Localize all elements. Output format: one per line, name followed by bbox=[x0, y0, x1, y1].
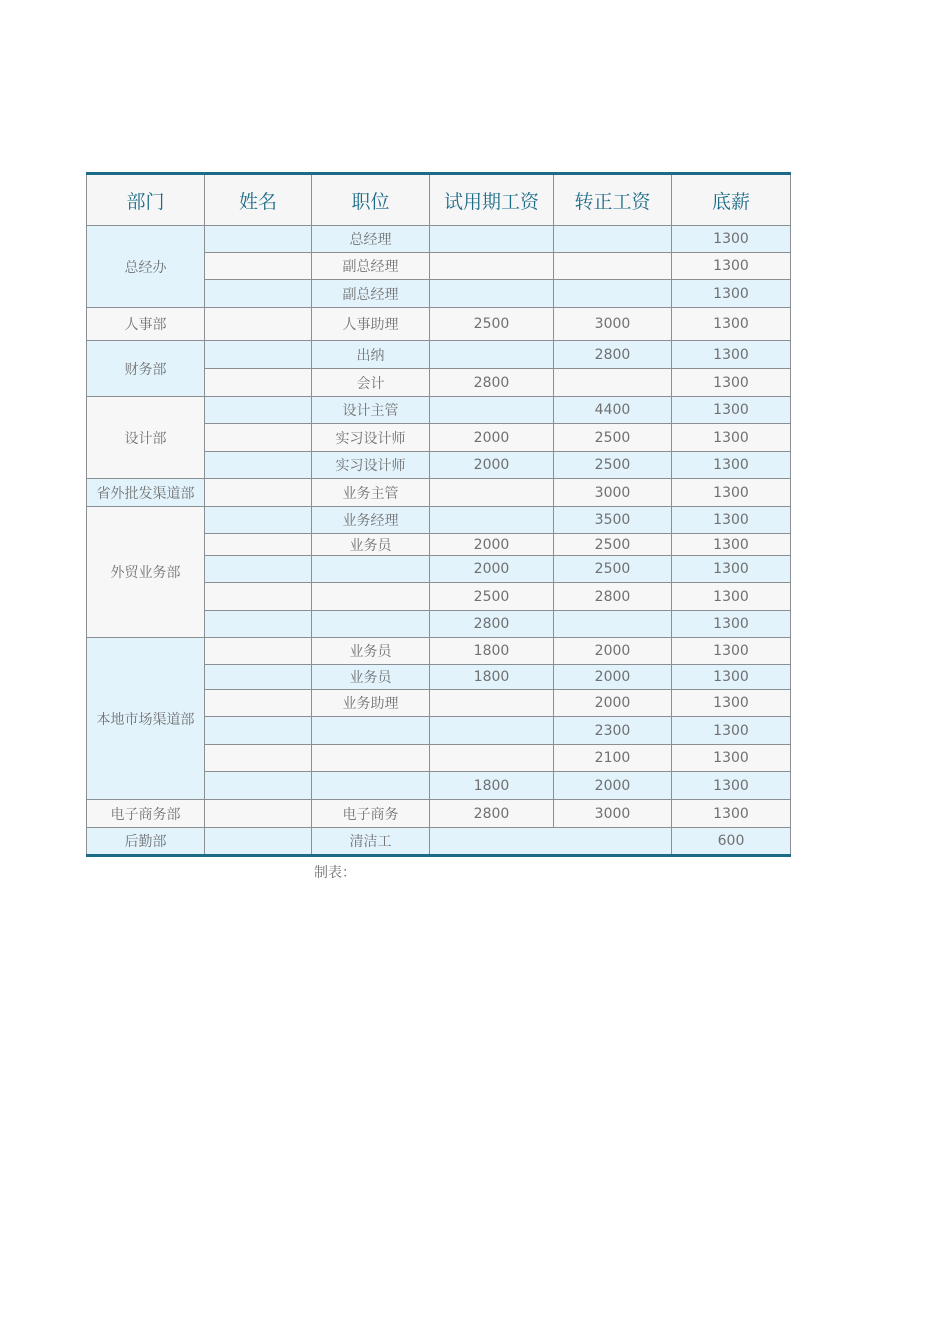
position-cell: 人事助理 bbox=[312, 308, 430, 341]
probation-salary-cell: 2000 bbox=[430, 452, 554, 479]
probation-salary-cell: 2800 bbox=[430, 369, 554, 397]
position-cell: 出纳 bbox=[312, 341, 430, 369]
probation-salary-cell bbox=[430, 717, 554, 745]
base-salary-cell: 1300 bbox=[672, 280, 791, 308]
position-cell: 业务员 bbox=[312, 665, 430, 690]
column-header-position: 职位 bbox=[312, 174, 430, 226]
regular-salary-cell: 2100 bbox=[554, 745, 672, 772]
base-salary-cell: 1300 bbox=[672, 507, 791, 534]
position-cell: 业务助理 bbox=[312, 690, 430, 717]
regular-salary-cell: 2500 bbox=[554, 556, 672, 583]
employee-name-cell bbox=[205, 452, 312, 479]
employee-name-cell bbox=[205, 800, 312, 828]
regular-salary-cell bbox=[554, 611, 672, 638]
position-cell: 业务主管 bbox=[312, 479, 430, 507]
base-salary-cell: 1300 bbox=[672, 308, 791, 341]
regular-salary-cell bbox=[554, 253, 672, 280]
position-cell: 电子商务 bbox=[312, 800, 430, 828]
regular-salary-cell: 3500 bbox=[554, 507, 672, 534]
base-salary-cell: 1300 bbox=[672, 369, 791, 397]
base-salary-cell: 1300 bbox=[672, 253, 791, 280]
regular-salary-cell: 2000 bbox=[554, 638, 672, 665]
table-row bbox=[87, 800, 791, 828]
position-cell bbox=[312, 717, 430, 745]
probation-salary-cell bbox=[430, 745, 554, 772]
employee-name-cell bbox=[205, 665, 312, 690]
employee-name-cell bbox=[205, 690, 312, 717]
employee-name-cell bbox=[205, 507, 312, 534]
employee-name-cell bbox=[205, 369, 312, 397]
base-salary-cell: 1300 bbox=[672, 690, 791, 717]
base-salary-cell: 1300 bbox=[672, 800, 791, 828]
base-salary-cell: 1300 bbox=[672, 556, 791, 583]
regular-salary-cell: 2800 bbox=[554, 341, 672, 369]
employee-name-cell bbox=[205, 556, 312, 583]
regular-salary-cell: 2300 bbox=[554, 717, 672, 745]
probation-salary-cell bbox=[430, 828, 672, 856]
position-cell: 副总经理 bbox=[312, 280, 430, 308]
base-salary-cell: 1300 bbox=[672, 397, 791, 424]
table-row bbox=[87, 507, 791, 534]
regular-salary-cell: 3000 bbox=[554, 479, 672, 507]
department-cell: 总经办 bbox=[87, 226, 205, 308]
position-cell: 清洁工 bbox=[312, 828, 430, 856]
employee-name-cell bbox=[205, 341, 312, 369]
employee-name-cell bbox=[205, 745, 312, 772]
position-cell: 总经理 bbox=[312, 226, 430, 253]
column-header-probation-salary: 试用期工资 bbox=[430, 174, 554, 226]
probation-salary-cell: 1800 bbox=[430, 772, 554, 800]
probation-salary-cell: 1800 bbox=[430, 638, 554, 665]
department-cell: 财务部 bbox=[87, 341, 205, 397]
table-row bbox=[87, 828, 791, 856]
regular-salary-cell: 2800 bbox=[554, 583, 672, 611]
position-cell: 业务经理 bbox=[312, 507, 430, 534]
base-salary-cell: 1300 bbox=[672, 479, 791, 507]
probation-salary-cell: 2000 bbox=[430, 424, 554, 452]
employee-name-cell bbox=[205, 479, 312, 507]
probation-salary-cell bbox=[430, 397, 554, 424]
department-cell: 本地市场渠道部 bbox=[87, 638, 205, 800]
department-cell: 设计部 bbox=[87, 397, 205, 479]
regular-salary-cell: 3000 bbox=[554, 308, 672, 341]
probation-salary-cell bbox=[430, 226, 554, 253]
probation-salary-cell: 2800 bbox=[430, 611, 554, 638]
position-cell: 业务员 bbox=[312, 534, 430, 556]
table-body bbox=[87, 226, 791, 856]
base-salary-cell: 1300 bbox=[672, 452, 791, 479]
regular-salary-cell: 2000 bbox=[554, 772, 672, 800]
employee-name-cell bbox=[205, 534, 312, 556]
employee-name-cell bbox=[205, 583, 312, 611]
base-salary-cell: 1300 bbox=[672, 226, 791, 253]
employee-name-cell bbox=[205, 828, 312, 856]
position-cell bbox=[312, 772, 430, 800]
header-row bbox=[87, 174, 791, 226]
base-salary-cell: 1300 bbox=[672, 745, 791, 772]
table-row bbox=[87, 341, 791, 369]
position-cell: 业务员 bbox=[312, 638, 430, 665]
position-cell bbox=[312, 745, 430, 772]
column-header-department: 部门 bbox=[87, 174, 205, 226]
employee-name-cell bbox=[205, 280, 312, 308]
position-cell: 设计主管 bbox=[312, 397, 430, 424]
employee-name-cell bbox=[205, 253, 312, 280]
base-salary-cell: 1300 bbox=[672, 717, 791, 745]
department-cell: 后勤部 bbox=[87, 828, 205, 856]
probation-salary-cell: 2000 bbox=[430, 534, 554, 556]
regular-salary-cell: 2500 bbox=[554, 534, 672, 556]
regular-salary-cell bbox=[554, 369, 672, 397]
probation-salary-cell: 2500 bbox=[430, 583, 554, 611]
base-salary-cell: 1300 bbox=[672, 611, 791, 638]
table-row bbox=[87, 479, 791, 507]
position-cell: 实习设计师 bbox=[312, 424, 430, 452]
regular-salary-cell: 3000 bbox=[554, 800, 672, 828]
regular-salary-cell bbox=[554, 226, 672, 253]
base-salary-cell: 1300 bbox=[672, 665, 791, 690]
employee-name-cell bbox=[205, 226, 312, 253]
base-salary-cell: 1300 bbox=[672, 583, 791, 611]
column-header-regular-salary: 转正工资 bbox=[554, 174, 672, 226]
base-salary-cell: 1300 bbox=[672, 772, 791, 800]
base-salary-cell: 1300 bbox=[672, 424, 791, 452]
employee-name-cell bbox=[205, 717, 312, 745]
probation-salary-cell bbox=[430, 479, 554, 507]
department-cell: 电子商务部 bbox=[87, 800, 205, 828]
table-maker-label: 制表： bbox=[314, 865, 356, 881]
employee-name-cell bbox=[205, 424, 312, 452]
position-cell: 副总经理 bbox=[312, 253, 430, 280]
table-row bbox=[87, 308, 791, 341]
regular-salary-cell: 2500 bbox=[554, 452, 672, 479]
employee-name-cell bbox=[205, 638, 312, 665]
regular-salary-cell bbox=[554, 280, 672, 308]
table-row bbox=[87, 638, 791, 665]
position-cell: 会计 bbox=[312, 369, 430, 397]
position-cell bbox=[312, 556, 430, 583]
position-cell bbox=[312, 583, 430, 611]
probation-salary-cell: 2800 bbox=[430, 800, 554, 828]
salary-table bbox=[86, 172, 791, 857]
probation-salary-cell: 2500 bbox=[430, 308, 554, 341]
regular-salary-cell: 2000 bbox=[554, 665, 672, 690]
probation-salary-cell bbox=[430, 253, 554, 280]
table-row bbox=[87, 226, 791, 253]
table-row bbox=[87, 397, 791, 424]
base-salary-cell: 600 bbox=[672, 828, 791, 856]
base-salary-cell: 1300 bbox=[672, 341, 791, 369]
probation-salary-cell: 1800 bbox=[430, 665, 554, 690]
department-cell: 人事部 bbox=[87, 308, 205, 341]
probation-salary-cell bbox=[430, 341, 554, 369]
regular-salary-cell: 4400 bbox=[554, 397, 672, 424]
department-cell: 省外批发渠道部 bbox=[87, 479, 205, 507]
position-cell: 实习设计师 bbox=[312, 452, 430, 479]
employee-name-cell bbox=[205, 308, 312, 341]
regular-salary-cell: 2500 bbox=[554, 424, 672, 452]
department-cell: 外贸业务部 bbox=[87, 507, 205, 638]
position-cell bbox=[312, 611, 430, 638]
employee-name-cell bbox=[205, 772, 312, 800]
base-salary-cell: 1300 bbox=[672, 638, 791, 665]
column-header-name: 姓名 bbox=[205, 174, 312, 226]
regular-salary-cell: 2000 bbox=[554, 690, 672, 717]
employee-name-cell bbox=[205, 397, 312, 424]
column-header-base-salary: 底薪 bbox=[672, 174, 791, 226]
probation-salary-cell bbox=[430, 690, 554, 717]
employee-name-cell bbox=[205, 611, 312, 638]
base-salary-cell: 1300 bbox=[672, 534, 791, 556]
probation-salary-cell bbox=[430, 507, 554, 534]
probation-salary-cell: 2000 bbox=[430, 556, 554, 583]
probation-salary-cell bbox=[430, 280, 554, 308]
